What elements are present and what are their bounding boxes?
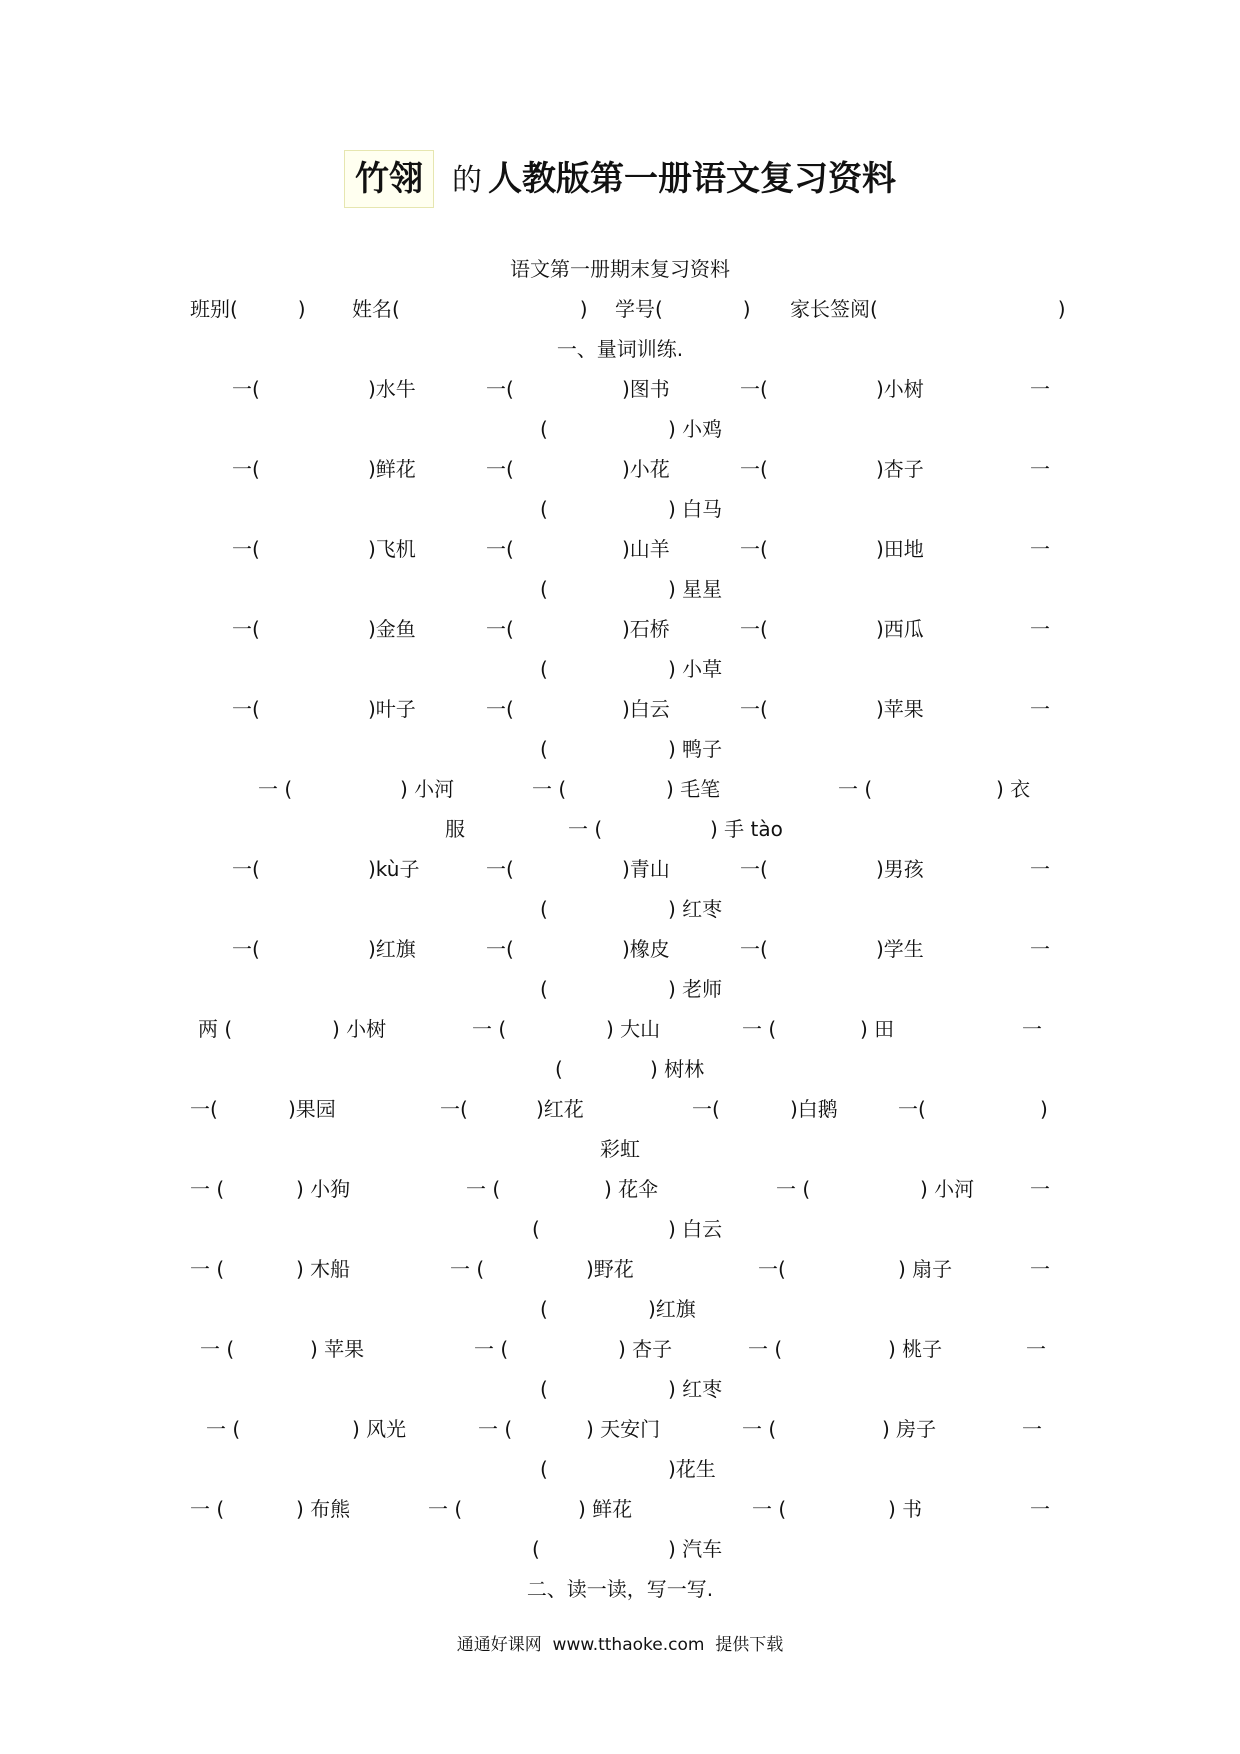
- exercise-segment: 一(: [232, 617, 260, 641]
- exercise-segment: )青山: [622, 857, 670, 881]
- exercise-line: [0, 1334, 1240, 1364]
- exercise-segment: 一 (: [742, 1417, 777, 1441]
- exercise-segment: 一: [1030, 617, 1050, 641]
- exercise-segment: )鲜花: [368, 457, 416, 481]
- exercise-segment: 一(: [740, 457, 768, 481]
- exercise-segment: ) 树林: [650, 1057, 705, 1081]
- exercise-line: [0, 1214, 1240, 1244]
- exercise-line: [0, 1134, 1240, 1164]
- exercise-segment: 一 (: [748, 1337, 783, 1361]
- exercise-segment: )叶子: [368, 697, 416, 721]
- exercise-segment: )杏子: [876, 457, 924, 481]
- exercise-segment: 一: [1022, 1017, 1042, 1041]
- exercise-segment: 服: [445, 817, 465, 841]
- exercise-line: [0, 1374, 1240, 1404]
- exercise-line: [0, 574, 1240, 604]
- exercise-segment: ) 小狗: [296, 1177, 351, 1201]
- author-name-box: 竹翎: [344, 150, 434, 208]
- page-footer: 通通好课网 www.tthaoke.com 提供下载: [456, 1635, 784, 1655]
- exercise-segment: 一 (: [206, 1417, 241, 1441]
- student-info-row: [0, 294, 1240, 324]
- exercise-segment: 一 (: [478, 1417, 513, 1441]
- exercise-segment: ) 书: [888, 1497, 923, 1521]
- exercise-segment: ) 鲜花: [578, 1497, 633, 1521]
- exercise-segment: 一 (: [474, 1337, 509, 1361]
- exercise-segment: )花生: [668, 1457, 716, 1481]
- exercise-segment: 一 (: [472, 1017, 507, 1041]
- exercise-segment: (: [540, 737, 548, 761]
- exercise-segment: )石桥: [622, 617, 670, 641]
- exercise-segment: ) 小树: [332, 1017, 387, 1041]
- exercise-segment: )红旗: [648, 1297, 696, 1321]
- exercise-segment: ) 杏子: [618, 1337, 673, 1361]
- exercise-segment: 一(: [486, 457, 514, 481]
- exercise-line: [0, 774, 1240, 804]
- exercise-segment: ) 木船: [296, 1257, 351, 1281]
- exercise-segment: 一(: [486, 857, 514, 881]
- exercise-segment: )野花: [586, 1257, 634, 1281]
- exercise-segment: ) 星星: [668, 577, 723, 601]
- exercise-segment: 一: [1030, 697, 1050, 721]
- class-field-label: 班别( ): [190, 297, 306, 321]
- exercise-line: [0, 1454, 1240, 1484]
- exercise-segment: )果园: [288, 1097, 336, 1121]
- exercise-segment: 一 (: [532, 777, 567, 801]
- exercise-segment: )小花: [622, 457, 670, 481]
- exercise-line: [0, 1494, 1240, 1524]
- exercise-segment: ) 白马: [668, 497, 723, 521]
- exercise-segment: )飞机: [368, 537, 416, 561]
- exercise-segment: 一: [1030, 1257, 1050, 1281]
- exercise-segment: 一(: [740, 377, 768, 401]
- exercise-segment: )红旗: [368, 937, 416, 961]
- exercise-segment: 一(: [232, 377, 260, 401]
- exercise-segment: ) 房子: [882, 1417, 937, 1441]
- exercise-segment: 一(: [740, 857, 768, 881]
- name-field-label: 姓名( ): [352, 297, 588, 321]
- exercise-segment: (: [532, 1537, 540, 1561]
- exercise-line: [0, 374, 1240, 404]
- exercise-segment: 两 (: [198, 1017, 233, 1041]
- exercise-segment: (: [540, 1297, 548, 1321]
- exercise-segment: 一: [1026, 1337, 1046, 1361]
- exercise-segment: ) 小草: [668, 657, 723, 681]
- exercise-segment: )田地: [876, 537, 924, 561]
- exercise-line: [0, 1094, 1240, 1124]
- exercise-segment: ) 风光: [352, 1417, 407, 1441]
- exercise-segment: (: [540, 577, 548, 601]
- exercise-segment: 一 (: [568, 817, 603, 841]
- exercise-segment: 一 (: [838, 777, 873, 801]
- section-heading: 一、量词训练.: [556, 337, 684, 361]
- exercise-line: [0, 494, 1240, 524]
- exercise-segment: ) 大山: [606, 1017, 661, 1041]
- exercise-segment: ) 老师: [668, 977, 723, 1001]
- exercise-segment: 一 (: [752, 1497, 787, 1521]
- exercise-segment: 一 (: [742, 1017, 777, 1041]
- exercise-segment: 一: [1030, 937, 1050, 961]
- exercise-segment: 一(: [486, 377, 514, 401]
- parent-signature-field-label: 家长签阅( ): [790, 297, 1066, 321]
- document-title: [0, 150, 1240, 208]
- exercise-line: [0, 414, 1240, 444]
- exercise-segment: (: [532, 1217, 540, 1241]
- subtitle: 语文第一册期末复习资料: [510, 257, 730, 281]
- exercise-segment: )苹果: [876, 697, 924, 721]
- exercise-segment: 一 (: [200, 1337, 235, 1361]
- exercise-segment: 一(: [190, 1097, 218, 1121]
- exercise-segment: 一: [1030, 457, 1050, 481]
- exercise-segment: 一(: [232, 457, 260, 481]
- exercise-line: [0, 734, 1240, 764]
- exercise-segment: 一 (: [428, 1497, 463, 1521]
- exercise-segment: ) 花伞: [604, 1177, 659, 1201]
- exercise-segment: 一(: [486, 937, 514, 961]
- title-main: 人教版第一册语文复习资料: [488, 159, 896, 199]
- exercise-segment: )图书: [622, 377, 670, 401]
- exercise-segment: ) 鸭子: [668, 737, 723, 761]
- exercise-line: [0, 974, 1240, 1004]
- exercise-segment: 一(: [232, 697, 260, 721]
- exercise-segment: ) 苹果: [310, 1337, 365, 1361]
- exercise-line: [0, 1294, 1240, 1324]
- exercise-segment: 一: [1030, 1177, 1050, 1201]
- student-number-field-label: 学号( ): [615, 297, 751, 321]
- exercise-segment: (: [540, 417, 548, 441]
- exercise-segment: 一(: [486, 617, 514, 641]
- exercise-segment: 一 (: [450, 1257, 485, 1281]
- exercise-segment: ) 田: [860, 1017, 895, 1041]
- exercise-segment: 一 (: [776, 1177, 811, 1201]
- exercise-segment: 彩虹: [600, 1137, 640, 1161]
- exercise-segment: ) 汽车: [668, 1537, 723, 1561]
- exercise-segment: )山羊: [622, 537, 670, 561]
- exercise-segment: (: [540, 497, 548, 521]
- exercise-segment: 一: [1030, 537, 1050, 561]
- exercise-segment: 一 (: [190, 1177, 225, 1201]
- exercise-segment: ) 白云: [668, 1217, 723, 1241]
- exercise-segment: 一(: [486, 697, 514, 721]
- exercise-segment: ) 布熊: [296, 1497, 351, 1521]
- exercise-segment: )红花: [536, 1097, 584, 1121]
- exercise-segment: (: [540, 977, 548, 1001]
- exercise-segment: )kù子: [368, 857, 420, 881]
- exercise-segment: ) 扇子: [898, 1257, 953, 1281]
- exercise-line: [0, 1014, 1240, 1044]
- exercise-segment: 一(: [740, 617, 768, 641]
- exercise-segment: 一(: [232, 857, 260, 881]
- exercise-line: [0, 694, 1240, 724]
- exercise-segment: ) 天安门: [586, 1417, 661, 1441]
- exercise-segment: 一(: [440, 1097, 468, 1121]
- exercise-segment: 一(: [232, 537, 260, 561]
- exercise-segment: 一 (: [466, 1177, 501, 1201]
- exercise-segment: (: [540, 1457, 548, 1481]
- exercise-line: [0, 614, 1240, 644]
- exercise-segment: 一(: [898, 1097, 926, 1121]
- exercise-segment: 一(: [740, 937, 768, 961]
- section-heading: 二、读一读，写一写.: [526, 1577, 714, 1601]
- exercise-segment: )西瓜: [876, 617, 924, 641]
- exercise-segment: ) 小河: [400, 777, 455, 801]
- exercise-segment: (: [540, 1377, 548, 1401]
- exercise-segment: )男孩: [876, 857, 924, 881]
- exercise-segment: ): [1040, 1097, 1048, 1121]
- exercise-segment: 一: [1022, 1417, 1042, 1441]
- exercise-segment: ) 桃子: [888, 1337, 943, 1361]
- exercise-line: [0, 654, 1240, 684]
- exercise-segment: 一: [1030, 377, 1050, 401]
- exercise-segment: ) 小鸡: [668, 417, 723, 441]
- exercise-segment: 一(: [740, 537, 768, 561]
- exercise-segment: 一(: [692, 1097, 720, 1121]
- exercise-line: [0, 1534, 1240, 1564]
- exercise-line: [0, 534, 1240, 564]
- exercise-segment: 一(: [232, 937, 260, 961]
- exercise-line: [0, 1254, 1240, 1284]
- exercise-segment: ) 毛笔: [666, 777, 721, 801]
- title-particle: 的: [452, 163, 482, 198]
- exercise-line: [0, 934, 1240, 964]
- exercise-line: [0, 1054, 1240, 1084]
- exercise-segment: 一 (: [258, 777, 293, 801]
- exercise-segment: )白鹅: [790, 1097, 838, 1121]
- exercise-segment: 一(: [758, 1257, 786, 1281]
- exercise-segment: )小树: [876, 377, 924, 401]
- exercise-segment: 一(: [740, 697, 768, 721]
- exercise-segment: ) 小河: [920, 1177, 975, 1201]
- exercise-segment: ) 衣: [996, 777, 1031, 801]
- exercise-segment: 一: [1030, 857, 1050, 881]
- exercise-segment: )金鱼: [368, 617, 416, 641]
- exercise-segment: (: [555, 1057, 563, 1081]
- exercise-line: [0, 1174, 1240, 1204]
- exercise-segment: ) 红枣: [668, 1377, 723, 1401]
- exercise-line: [0, 854, 1240, 884]
- exercise-line: [0, 814, 1240, 844]
- exercise-line: [0, 894, 1240, 924]
- exercise-segment: (: [540, 657, 548, 681]
- exercise-segment: )水牛: [368, 377, 416, 401]
- exercise-segment: 一 (: [190, 1497, 225, 1521]
- exercise-segment: )学生: [876, 937, 924, 961]
- exercise-segment: )白云: [622, 697, 670, 721]
- exercise-segment: )橡皮: [622, 937, 670, 961]
- exercise-segment: ) 手 tào: [710, 817, 783, 841]
- exercise-segment: (: [540, 897, 548, 921]
- exercise-line: [0, 1414, 1240, 1444]
- exercise-segment: 一 (: [190, 1257, 225, 1281]
- exercise-segment: ) 红枣: [668, 897, 723, 921]
- exercise-segment: 一: [1030, 1497, 1050, 1521]
- exercise-line: [0, 454, 1240, 484]
- exercise-segment: 一(: [486, 537, 514, 561]
